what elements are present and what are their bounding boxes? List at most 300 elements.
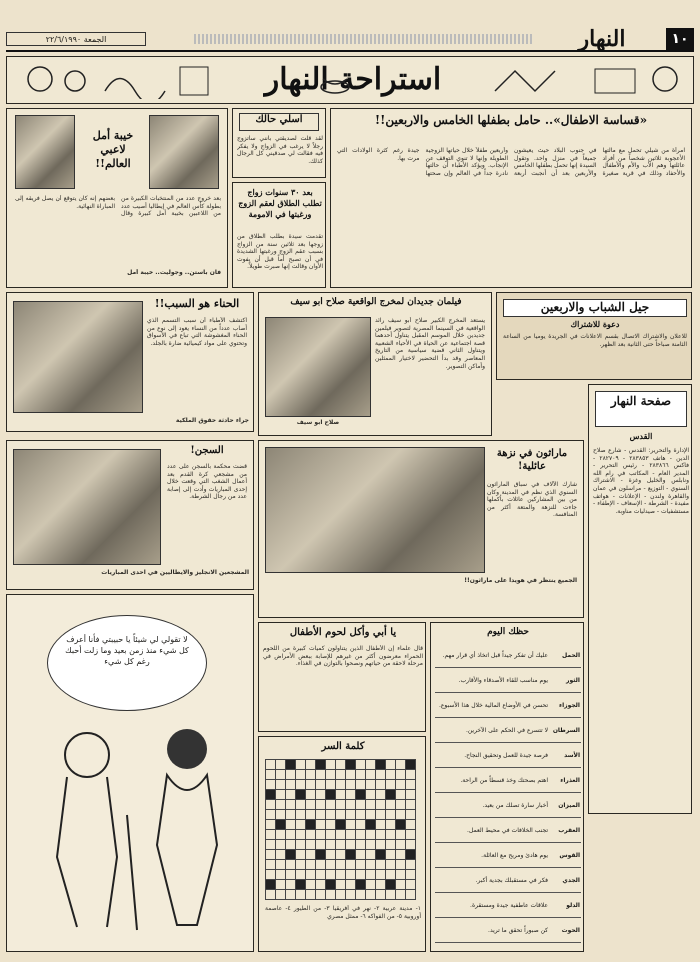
horoscope-row bbox=[435, 893, 581, 918]
crossword-cell[interactable] bbox=[406, 880, 416, 890]
horoscope-text: يوم هادئ ومريح مع العائلة. bbox=[435, 843, 549, 868]
crossword-cell[interactable] bbox=[366, 840, 376, 850]
crossword-cell[interactable] bbox=[276, 830, 286, 840]
crossword-cell[interactable] bbox=[396, 850, 406, 860]
crossword-cell[interactable] bbox=[276, 820, 286, 830]
crossword-cell[interactable] bbox=[406, 820, 416, 830]
crossword-cell[interactable] bbox=[366, 770, 376, 780]
crossword-cell[interactable] bbox=[316, 860, 326, 870]
prison-caption: المشجعين الانجليز والايطاليين في احدى المباريات bbox=[101, 569, 249, 576]
players-article bbox=[6, 108, 228, 288]
crossword-cell[interactable] bbox=[366, 760, 376, 770]
lead-article bbox=[330, 108, 692, 288]
crossword-cell[interactable] bbox=[316, 850, 326, 860]
crossword-cell[interactable] bbox=[296, 820, 306, 830]
crossword-cell[interactable] bbox=[296, 850, 306, 860]
crossword-cell[interactable] bbox=[406, 870, 416, 880]
henna-body: اكتشف الأطباء أن سبب التسمم الذي أصاب عدداً من النساء يعود إلى نوع من الحناء المغشوشة التي تباع في الأسواق وتحتوي على مواد كيميائية ضارة بالجلد. bbox=[147, 317, 247, 347]
crossword-cell[interactable] bbox=[386, 800, 396, 810]
crossword-cell[interactable] bbox=[276, 880, 286, 890]
crossword-cell[interactable] bbox=[376, 840, 386, 850]
crossword-cell[interactable] bbox=[326, 840, 336, 850]
crossword-cell[interactable] bbox=[356, 800, 366, 810]
crossword-clues: ١- مدينة عربية ٢- نهر في أفريقيا ٣- من الطيور ٤- عاصمة أوروبية ٥- من الفواكه ٦- ممثل مصري bbox=[265, 905, 421, 920]
ad-title: جيل الشباب والاربعين bbox=[503, 299, 687, 317]
crossword-cell[interactable] bbox=[376, 780, 386, 790]
crossword-cell[interactable] bbox=[396, 890, 406, 900]
divorce-article bbox=[232, 182, 326, 288]
crossword-cell[interactable] bbox=[286, 860, 296, 870]
crossword-cell[interactable] bbox=[296, 890, 306, 900]
kids-meat-article bbox=[258, 622, 426, 732]
horoscope-sign: العقرب bbox=[549, 818, 581, 843]
crossword-cell[interactable] bbox=[326, 770, 336, 780]
couple-cartoon-icon bbox=[17, 715, 245, 947]
horoscope-text: تجنب الخلافات في محيط العمل. bbox=[435, 818, 549, 843]
crossword-cell[interactable] bbox=[306, 830, 316, 840]
crossword-cell[interactable] bbox=[396, 870, 406, 880]
crossword-cell[interactable] bbox=[386, 790, 396, 800]
horoscope-row bbox=[435, 668, 581, 693]
crossword-cell[interactable] bbox=[366, 880, 376, 890]
crossword-cell[interactable] bbox=[306, 780, 316, 790]
crossword-cell[interactable] bbox=[266, 880, 276, 890]
prison-photo bbox=[13, 449, 161, 565]
marathon-body: شارك الآلاف في سباق الماراثون السنوي الذي نظم في المدينة وكان من بين المشاركين عائلات بأكملها جاءت للنزهة والمتعة أكثر من المنافسة. bbox=[487, 481, 577, 519]
crossword-cell[interactable] bbox=[276, 790, 286, 800]
horoscope-text: فرصة جيدة للعمل وتحقيق النجاح. bbox=[435, 743, 549, 768]
crossword-cell[interactable] bbox=[406, 850, 416, 860]
kids-meat-headline: يا أبي وأكل لحوم الأطفال bbox=[289, 627, 397, 638]
ad-box bbox=[496, 292, 692, 380]
crossword-cell[interactable] bbox=[286, 880, 296, 890]
crossword-cell[interactable] bbox=[386, 840, 396, 850]
horoscope-row bbox=[435, 718, 581, 743]
crossword-cell[interactable] bbox=[276, 780, 286, 790]
crossword-cell[interactable] bbox=[306, 880, 316, 890]
crossword-cell[interactable] bbox=[346, 810, 356, 820]
lead-headline: «قساسة الاطفال».. حامل بطفلها الخامس والاربعين!! bbox=[374, 113, 648, 127]
crossword-cell[interactable] bbox=[286, 840, 296, 850]
crossword-cell[interactable] bbox=[376, 870, 386, 880]
crossword-cell[interactable] bbox=[306, 800, 316, 810]
crossword-cell[interactable] bbox=[376, 790, 386, 800]
crossword-cell[interactable] bbox=[296, 800, 306, 810]
horoscope-sign: الدلو bbox=[549, 893, 581, 918]
crossword-cell[interactable] bbox=[336, 830, 346, 840]
date-line: الجمعة ٢٢/٦/١٩٩٠ bbox=[6, 32, 146, 46]
crossword-cell[interactable] bbox=[396, 860, 406, 870]
crossword-cell[interactable] bbox=[346, 790, 356, 800]
crossword-cell[interactable] bbox=[356, 860, 366, 870]
crossword-cell[interactable] bbox=[286, 890, 296, 900]
crossword-cell[interactable] bbox=[306, 820, 316, 830]
film-article bbox=[258, 292, 492, 436]
horoscope-text: علاقات عاطفية جيدة ومستقرة. bbox=[435, 893, 549, 918]
divorce-headline: بعد ٣٠ سنوات زواج تطلب الطلاق لعقم الزوج ورغبتها في الامومة bbox=[238, 187, 322, 219]
horoscope-row bbox=[435, 793, 581, 818]
horoscope-sign: السرطان bbox=[549, 718, 581, 743]
crossword-cell[interactable] bbox=[286, 850, 296, 860]
crossword-cell[interactable] bbox=[336, 820, 346, 830]
crossword-cell[interactable] bbox=[366, 850, 376, 860]
crossword-cell[interactable] bbox=[376, 860, 386, 870]
horoscope-sign: الحوت bbox=[549, 918, 581, 943]
crossword-cell[interactable] bbox=[326, 880, 336, 890]
crossword-cell[interactable] bbox=[376, 850, 386, 860]
horoscope-text: كن صبوراً تحقق ما تريد. bbox=[435, 918, 549, 943]
crossword-cell[interactable] bbox=[296, 870, 306, 880]
crossword-cell[interactable] bbox=[366, 810, 376, 820]
crossword-cell[interactable] bbox=[376, 800, 386, 810]
crossword-cell[interactable] bbox=[326, 820, 336, 830]
crossword-cell[interactable] bbox=[326, 850, 336, 860]
crossword-cell[interactable] bbox=[286, 760, 296, 770]
crossword-cell[interactable] bbox=[356, 820, 366, 830]
crossword-cell[interactable] bbox=[376, 890, 386, 900]
crossword-cell[interactable] bbox=[336, 810, 346, 820]
crossword-cell[interactable] bbox=[326, 860, 336, 870]
horoscope-text: عليك أن تفكر جيداً قبل اتخاذ أي قرار مهم. bbox=[435, 643, 549, 668]
henna-caption: جراء حادثة حقوق الملكية bbox=[175, 417, 249, 424]
crossword-cell[interactable] bbox=[406, 770, 416, 780]
crossword-cell[interactable] bbox=[356, 830, 366, 840]
crossword-cell[interactable] bbox=[276, 770, 286, 780]
horoscope-sign: الميزان bbox=[549, 793, 581, 818]
crossword-cell[interactable] bbox=[266, 890, 276, 900]
crossword-cell[interactable] bbox=[326, 780, 336, 790]
horoscope-title: حظك اليوم bbox=[487, 627, 529, 637]
crossword-cell[interactable] bbox=[396, 880, 406, 890]
crossword-cell[interactable] bbox=[326, 810, 336, 820]
crossword-cell[interactable] bbox=[346, 840, 356, 850]
player-photo-1 bbox=[15, 115, 75, 189]
crossword-cell[interactable] bbox=[266, 770, 276, 780]
crossword-cell[interactable] bbox=[266, 810, 276, 820]
crossword-cell[interactable] bbox=[366, 870, 376, 880]
crossword-cell[interactable] bbox=[266, 820, 276, 830]
prison-body: قضت محكمة بالسجن على عدد من مشجعي كرة القدم بعد أعمال الشغب التي وقعت خلال إحدى المباريات وأدت إلى إصابة عدد من رجال الشرطة. bbox=[167, 463, 247, 501]
crossword-cell[interactable] bbox=[336, 860, 346, 870]
crossword-cell[interactable] bbox=[346, 850, 356, 860]
coffee-cup-icon bbox=[317, 67, 357, 97]
crossword-cell[interactable] bbox=[316, 760, 326, 770]
crossword-grid bbox=[265, 759, 416, 900]
crossword-cell[interactable] bbox=[276, 860, 286, 870]
horoscope-sign: الجدي bbox=[549, 868, 581, 893]
horoscope-row bbox=[435, 868, 581, 893]
crossword-cell[interactable] bbox=[386, 770, 396, 780]
crossword-cell[interactable] bbox=[346, 830, 356, 840]
cartoon-strip-right-icon bbox=[485, 61, 685, 99]
crossword-cell[interactable] bbox=[286, 830, 296, 840]
crossword-cell[interactable] bbox=[286, 790, 296, 800]
crossword-cell[interactable] bbox=[366, 780, 376, 790]
crossword-cell[interactable] bbox=[286, 800, 296, 810]
crossword-cell[interactable] bbox=[336, 850, 346, 860]
sidebar-label: القدس bbox=[629, 431, 653, 441]
crossword-cell[interactable] bbox=[316, 830, 326, 840]
crossword-cell[interactable] bbox=[326, 870, 336, 880]
crossword-cell[interactable] bbox=[276, 840, 286, 850]
crossword-cell[interactable] bbox=[336, 890, 346, 900]
crossword-cell[interactable] bbox=[386, 810, 396, 820]
sidebar-box bbox=[588, 384, 692, 814]
crossword-cell[interactable] bbox=[296, 860, 306, 870]
horoscope-text: أخبار سارة تصلك من بعيد. bbox=[435, 793, 549, 818]
crossword-cell[interactable] bbox=[316, 820, 326, 830]
crossword-cell[interactable] bbox=[376, 880, 386, 890]
crossword-cell[interactable] bbox=[336, 840, 346, 850]
crossword-cell[interactable] bbox=[396, 760, 406, 770]
horoscope-box bbox=[430, 622, 584, 952]
crossword-cell[interactable] bbox=[296, 810, 306, 820]
crossword-cell[interactable] bbox=[316, 890, 326, 900]
henna-article bbox=[6, 292, 254, 432]
crossword-cell[interactable] bbox=[266, 800, 276, 810]
masthead bbox=[6, 28, 694, 52]
crossword-cell[interactable] bbox=[356, 880, 366, 890]
crossword-cell[interactable] bbox=[346, 890, 356, 900]
horoscope-row bbox=[435, 693, 581, 718]
column-body: لقد قلت لصديقتي بأنني سأتزوج رجلاً لا يرغب في الزواج ولا يفكر فيه فقالت لي صدقيني كل الرجال كذلك. bbox=[237, 135, 323, 165]
crossword-cell[interactable] bbox=[346, 760, 356, 770]
crossword-cell[interactable] bbox=[306, 890, 316, 900]
crossword-cell[interactable] bbox=[286, 770, 296, 780]
film-caption: صلاح ابو سيف bbox=[296, 419, 340, 426]
crossword-cell[interactable] bbox=[356, 760, 366, 770]
crossword-cell[interactable] bbox=[396, 790, 406, 800]
crossword-cell[interactable] bbox=[326, 790, 336, 800]
crossword-cell[interactable] bbox=[356, 770, 366, 780]
horoscope-sign: الأسد bbox=[549, 743, 581, 768]
crossword-cell[interactable] bbox=[386, 880, 396, 890]
marathon-headline: ماراثون في نزهة عائلية! bbox=[496, 448, 568, 472]
crossword-cell[interactable] bbox=[346, 800, 356, 810]
crossword-cell[interactable] bbox=[386, 780, 396, 790]
crossword-cell[interactable] bbox=[406, 860, 416, 870]
crossword-cell[interactable] bbox=[326, 760, 336, 770]
crossword-cell[interactable] bbox=[336, 780, 346, 790]
prison-headline: السجن! bbox=[190, 445, 224, 456]
crossword-cell[interactable] bbox=[266, 790, 276, 800]
crossword-cell[interactable] bbox=[266, 840, 276, 850]
prison-article bbox=[6, 440, 254, 590]
ad-body: للاعلان والاشتراك الاتصال بقسم الاعلانات في الجريدة يومياً من الساعة الثامنة صباحاً حتى الثانية بعد الظهر. bbox=[503, 333, 687, 348]
crossword-cell[interactable] bbox=[356, 870, 366, 880]
crossword-cell[interactable] bbox=[266, 870, 276, 880]
crossword-cell[interactable] bbox=[396, 810, 406, 820]
crossword-cell[interactable] bbox=[366, 820, 376, 830]
crossword-title: كلمة السر bbox=[321, 741, 365, 752]
section-title: استراحة النهار bbox=[264, 62, 442, 97]
crossword-cell[interactable] bbox=[396, 830, 406, 840]
henna-headline: الحناء هو السبب!! bbox=[154, 297, 240, 310]
crossword-cell[interactable] bbox=[296, 880, 306, 890]
crossword-cell[interactable] bbox=[286, 820, 296, 830]
crossword-cell[interactable] bbox=[266, 830, 276, 840]
crossword-cell[interactable] bbox=[346, 820, 356, 830]
players-caption: فان باستن.. وجوليت.. خيبة أمل bbox=[127, 269, 221, 276]
players-headline: خيبة أمل لاعبي العالم!! bbox=[92, 129, 134, 170]
horoscope-text: يوم مناسب للقاء الأصدقاء والأقارب. bbox=[435, 668, 549, 693]
crossword-cell[interactable] bbox=[406, 800, 416, 810]
crossword-cell[interactable] bbox=[316, 870, 326, 880]
crossword-cell[interactable] bbox=[316, 810, 326, 820]
crossword-cell[interactable] bbox=[386, 820, 396, 830]
crossword-cell[interactable] bbox=[406, 810, 416, 820]
crossword-cell[interactable] bbox=[266, 860, 276, 870]
crossword-cell[interactable] bbox=[366, 800, 376, 810]
crossword-cell[interactable] bbox=[316, 780, 326, 790]
crossword-cell[interactable] bbox=[296, 760, 306, 770]
column-box bbox=[232, 108, 326, 178]
crossword-cell[interactable] bbox=[356, 790, 366, 800]
crossword-cell[interactable] bbox=[406, 840, 416, 850]
crossword-cell[interactable] bbox=[396, 820, 406, 830]
crossword-cell[interactable] bbox=[296, 770, 306, 780]
crossword-cell[interactable] bbox=[406, 890, 416, 900]
ad-subtitle: دعوة للاشتراك bbox=[570, 319, 620, 329]
crossword-cell[interactable] bbox=[346, 780, 356, 790]
crossword-cell[interactable] bbox=[326, 890, 336, 900]
crossword-cell[interactable] bbox=[346, 870, 356, 880]
crossword-cell[interactable] bbox=[376, 830, 386, 840]
horoscope-sign: القوس bbox=[549, 843, 581, 868]
crossword-cell[interactable] bbox=[376, 770, 386, 780]
crossword-cell[interactable] bbox=[316, 800, 326, 810]
crossword-cell[interactable] bbox=[296, 790, 306, 800]
crossword-cell[interactable] bbox=[276, 870, 286, 880]
player-photo-2 bbox=[149, 115, 219, 189]
crossword-cell[interactable] bbox=[336, 790, 346, 800]
crossword-cell[interactable] bbox=[396, 770, 406, 780]
crossword-cell[interactable] bbox=[386, 760, 396, 770]
crossword-cell[interactable] bbox=[366, 860, 376, 870]
crossword-cell[interactable] bbox=[276, 810, 286, 820]
marathon-photo bbox=[265, 447, 485, 573]
crossword-cell[interactable] bbox=[326, 830, 336, 840]
crossword-cell[interactable] bbox=[356, 840, 366, 850]
horoscope-row bbox=[435, 918, 581, 943]
section-banner bbox=[6, 56, 694, 104]
henna-photo bbox=[13, 301, 143, 413]
cartoon-strip-left-icon bbox=[15, 61, 215, 99]
crossword-cell[interactable] bbox=[336, 800, 346, 810]
crossword-cell[interactable] bbox=[386, 870, 396, 880]
sidebar-title: صفحة النهار bbox=[595, 391, 687, 427]
crossword-cell[interactable] bbox=[356, 780, 366, 790]
film-photo bbox=[265, 317, 371, 417]
crossword-cell[interactable] bbox=[286, 870, 296, 880]
crossword-box bbox=[258, 736, 426, 952]
crossword-cell[interactable] bbox=[276, 890, 286, 900]
crossword-cell[interactable] bbox=[306, 870, 316, 880]
crossword-cell[interactable] bbox=[296, 780, 306, 790]
horoscope-text: اهتم بصحتك وخذ قسطاً من الراحة. bbox=[435, 768, 549, 793]
crossword-cell[interactable] bbox=[386, 830, 396, 840]
crossword-cell[interactable] bbox=[286, 780, 296, 790]
crossword-cell[interactable] bbox=[366, 830, 376, 840]
masthead-rule bbox=[194, 34, 534, 44]
crossword-cell[interactable] bbox=[406, 760, 416, 770]
crossword-cell[interactable] bbox=[316, 770, 326, 780]
crossword-cell[interactable] bbox=[326, 800, 336, 810]
crossword-cell[interactable] bbox=[306, 810, 316, 820]
crossword-cell[interactable] bbox=[276, 760, 286, 770]
horoscope-sign: الثور bbox=[549, 668, 581, 693]
crossword-cell[interactable] bbox=[306, 840, 316, 850]
crossword-cell[interactable] bbox=[266, 850, 276, 860]
crossword-cell[interactable] bbox=[296, 840, 306, 850]
crossword-cell[interactable] bbox=[376, 760, 386, 770]
horoscope-text: لا تتسرع في الحكم على الآخرين. bbox=[435, 718, 549, 743]
cartoon-box bbox=[6, 594, 254, 952]
crossword-cell[interactable] bbox=[276, 800, 286, 810]
crossword-cell[interactable] bbox=[306, 850, 316, 860]
crossword-cell[interactable] bbox=[316, 880, 326, 890]
crossword-cell[interactable] bbox=[406, 790, 416, 800]
crossword-cell[interactable] bbox=[396, 800, 406, 810]
cartoon-speech-bubble: لا تقولي لي شيئاً يا حبيبتي فأنا أعرف كل شيء منذ زمن بعيد وما زلت أحبك رغم كل شيء bbox=[47, 615, 207, 711]
crossword-cell[interactable] bbox=[386, 850, 396, 860]
crossword-cell[interactable] bbox=[396, 780, 406, 790]
crossword-cell[interactable] bbox=[366, 890, 376, 900]
crossword-cell[interactable] bbox=[306, 760, 316, 770]
crossword-cell[interactable] bbox=[386, 860, 396, 870]
crossword-cell[interactable] bbox=[396, 840, 406, 850]
sidebar-body: الإدارة والتحرير: القدس - شارع صلاح الدين - هاتف ٢٨٣٨٥٣ - ٢٨٢٧٠٩ - فاكس ٢٨٣٨٦٦ - رئيس التحرير - المدير العام - المكاتب في رام الله ونابلس والخليل وغزة - الاشتراك السنوي - التوزيع - مراسلون في عمان والقاهرة ولندن - الإعلانات - هواتف مفيدة - الشرطة - الإسعاف - الإطفاء - مستشفيات - صيدليات مناوبة. bbox=[593, 447, 689, 515]
crossword-cell[interactable] bbox=[336, 760, 346, 770]
horoscope-text: فكر في مستقبلك بجدية أكبر. bbox=[435, 868, 549, 893]
film-headline: فيلمان جديدان لمخرج الواقعية صلاح ابو سيف bbox=[290, 297, 462, 307]
crossword-cell[interactable] bbox=[376, 810, 386, 820]
crossword-cell[interactable] bbox=[406, 830, 416, 840]
crossword-cell[interactable] bbox=[346, 860, 356, 870]
crossword-cell[interactable] bbox=[316, 840, 326, 850]
crossword-cell[interactable] bbox=[276, 850, 286, 860]
crossword-cell[interactable] bbox=[356, 850, 366, 860]
crossword-cell[interactable] bbox=[306, 770, 316, 780]
crossword-cell[interactable] bbox=[366, 790, 376, 800]
crossword-cell[interactable] bbox=[286, 810, 296, 820]
horoscope-sign: العذراء bbox=[549, 768, 581, 793]
crossword-cell[interactable] bbox=[266, 760, 276, 770]
crossword-cell[interactable] bbox=[336, 770, 346, 780]
crossword-cell[interactable] bbox=[376, 820, 386, 830]
crossword-cell[interactable] bbox=[306, 790, 316, 800]
horoscope-sign: الحمل bbox=[549, 643, 581, 668]
horoscope-text: تحسن في الأوضاع المالية خلال هذا الأسبوع. bbox=[435, 693, 549, 718]
crossword-cell[interactable] bbox=[406, 780, 416, 790]
crossword-cell[interactable] bbox=[266, 780, 276, 790]
crossword-cell[interactable] bbox=[336, 870, 346, 880]
crossword-cell[interactable] bbox=[346, 880, 356, 890]
column-title: اسلي حالك bbox=[239, 113, 319, 131]
crossword-cell[interactable] bbox=[306, 860, 316, 870]
crossword-cell[interactable] bbox=[296, 830, 306, 840]
film-body: يستعد المخرج الكبير صلاح أبو سيف رائد الواقعية في السينما المصرية لتصوير فيلمين جديدين خلال الموسم المقبل يتناول أحدهما قصة اجتماعية عن الحياة في الأحياء الشعبية ويتناول الثاني قضية سياسية من التاريخ المعاصر وقد بدأ التحضير لاختيار الممثلين وأماكن التصوير. bbox=[375, 317, 485, 370]
crossword-cell[interactable] bbox=[316, 790, 326, 800]
crossword-cell[interactable] bbox=[336, 880, 346, 890]
marathon-article bbox=[258, 440, 584, 618]
crossword-cell[interactable] bbox=[356, 810, 366, 820]
lead-body: امرأة من شيلي تحمل مع مالتها الأعجوبة ثلاثين شخصاً من أفراد عائلتها وهم الأب والأم والأطفال والأحفاد وذلك في قرية صغيرة في جنوب البلاد حيث يعيشون جميعاً في منزل واحد. وتقول السيدة إنها تحمل بطفلها الخامس والأربعين بعد أن أنجبت أربعة وأربعين طفلاً خلال حياتها الزوجية الطويلة وإنها لا تنوي التوقف عن الإنجاب. ويؤكد الأطباء أن حالتها نادرة جداً في العالم وإن صحتها جيدة رغم كثرة الولادات التي مرت بها. bbox=[337, 147, 685, 177]
horoscope-list bbox=[435, 643, 581, 943]
crossword-cell[interactable] bbox=[386, 890, 396, 900]
crossword-cell[interactable] bbox=[346, 770, 356, 780]
crossword-cell[interactable] bbox=[356, 890, 366, 900]
